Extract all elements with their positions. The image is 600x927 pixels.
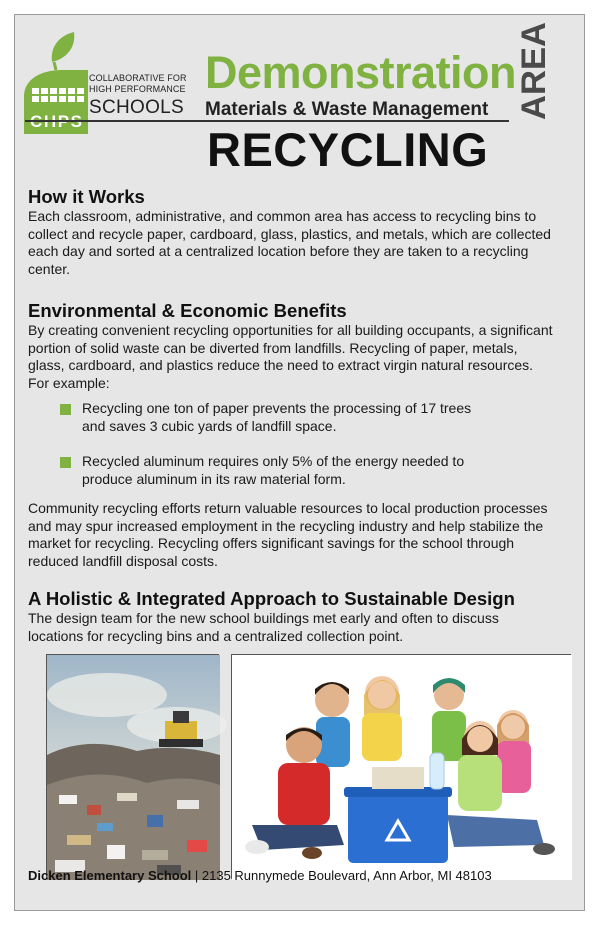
chps-logo (22, 18, 88, 134)
bullet-list (60, 400, 480, 488)
area-vertical-label (505, 20, 553, 120)
bullet-text: Recycled aluminum requires only 5% of the energy needed to produce aluminum in its raw material form. (82, 453, 465, 487)
how-it-works-section (28, 186, 553, 278)
green-square-icon (60, 404, 71, 415)
logo-org-line1: COLLABORATIVE FOR (89, 73, 187, 83)
holistic-heading: A Holistic & Integrated Approach to Sustainable Design (28, 588, 515, 609)
benefits-body: By creating convenient recycling opportunities for all building occupants, a significant portion of solid waste can be diverted from landfills. Recycling of paper, metals, glass, cardboard, and plastics reduce the need to extract virgin natural resources. For example: (28, 322, 553, 391)
holistic-section (28, 588, 553, 645)
demonstration-heading: Demonstration (205, 47, 517, 98)
subtitle: Materials & Waste Management (205, 99, 489, 120)
footer-school-name: Dicken Elementary School (28, 868, 192, 883)
page-title: RECYCLING (207, 123, 489, 176)
bullet-text: Recycling one ton of paper prevents the processing of 17 trees and saves 3 cubic yards of landfill space. (82, 400, 472, 434)
logo-org-line2: HIGH PERFORMANCE (89, 84, 186, 94)
benefits-heading: Environmental & Economic Benefits (28, 300, 347, 321)
benefits-section-continued (28, 500, 553, 570)
how-it-works-body: Each classroom, administrative, and common area has access to recycling bins to collect and recycle paper, cardboard, glass, plastics, and metals, which are collected each day and sorted at a centralized location before they are taken to a recycling center. (28, 208, 551, 277)
logo-org-line3: SCHOOLS (89, 97, 185, 118)
logo-org-name (89, 73, 187, 95)
area-text: AREA (515, 23, 553, 120)
footer (28, 868, 492, 883)
header-divider (25, 120, 509, 122)
list-item (60, 453, 480, 488)
landfill-photo (46, 654, 219, 879)
benefits-body2: Community recycling efforts return valuable resources to local production processes and may spur increased employment in the recycling industry and help stabilize the market for recycling. Recycling offers significant savings for the school through reduced landfill disposal costs. (28, 500, 548, 569)
holistic-body: The design team for the new school buildings met early and often to discuss locations for recycling bins and a centralized collection point. (28, 610, 499, 644)
how-it-works-heading: How it Works (28, 186, 145, 207)
green-square-icon (60, 457, 71, 468)
list-item (60, 400, 480, 435)
benefits-section (28, 300, 553, 392)
kids-recycling-photo (231, 654, 571, 879)
footer-address: | 2135 Runnymede Boulevard, Ann Arbor, MI 48103 (191, 868, 492, 883)
